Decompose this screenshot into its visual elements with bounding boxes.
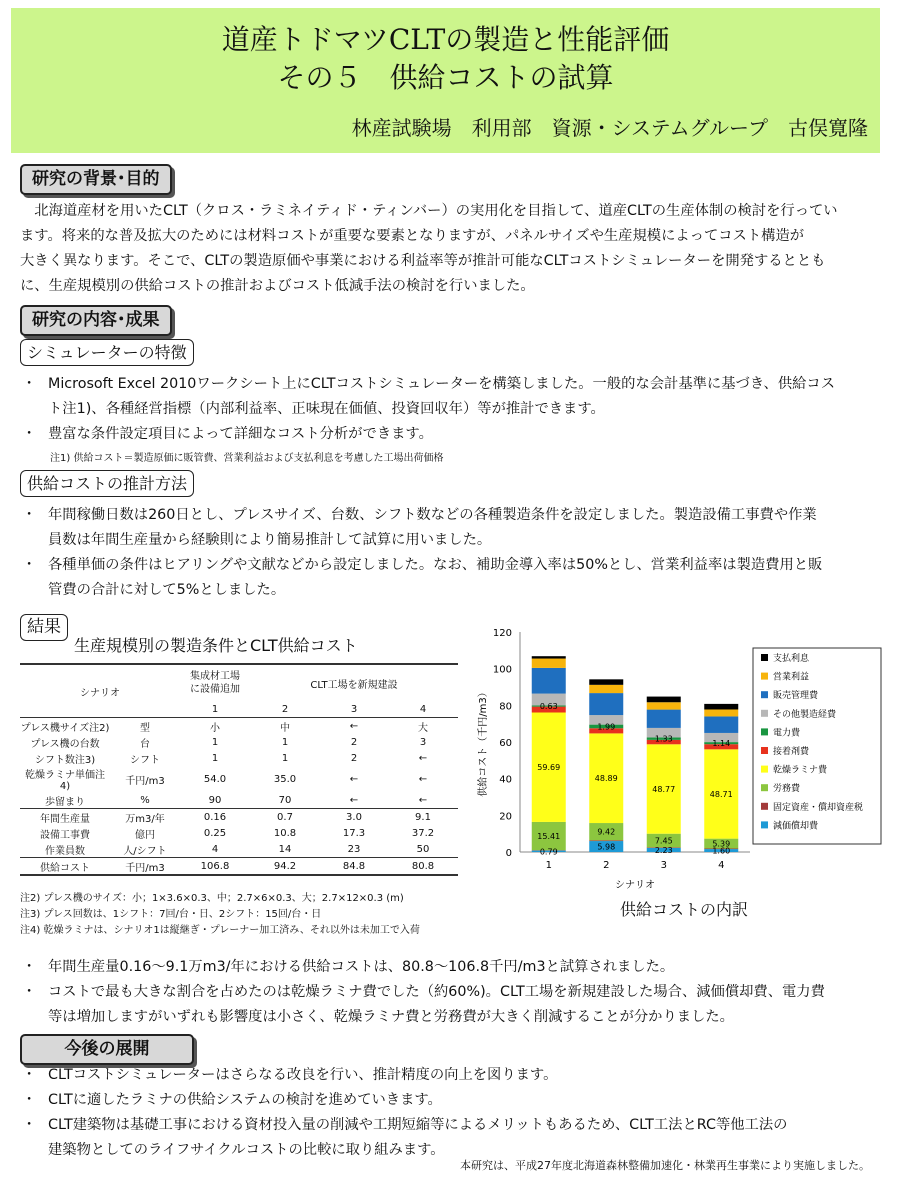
table-row-unit: 千円/m3 xyxy=(125,862,165,874)
table-cell: 小 xyxy=(210,722,220,734)
legend-label: 販売管理費 xyxy=(773,691,819,702)
legend-label: 接着剤費 xyxy=(773,747,810,757)
table-cell: ← xyxy=(418,773,428,785)
data-label: 1.14 xyxy=(712,739,731,749)
bar-segment xyxy=(589,840,623,841)
table-cell: 35.0 xyxy=(273,773,297,785)
table-cell: 14 xyxy=(278,843,292,855)
y-tick-label: 100 xyxy=(492,664,512,676)
data-label: 48.77 xyxy=(652,784,676,794)
table-row-label: シフト数注3) xyxy=(34,754,96,766)
background-line: 大きく異なります。そこで、CLTの製造原価や事業における利益率等が推計可能なCLTコストシミュレーターを開発するととも xyxy=(20,253,826,269)
table-note: 注3) プレス回数は、1シフト：7回/台・日、2シフト：15回/台・日 xyxy=(20,909,322,920)
table-row xyxy=(20,858,458,875)
table-cell: ← xyxy=(349,773,359,785)
table-note: 注4) 乾燥ラミナは、シナリオ1は縦継ぎ・プレーナー加工済み、それ以外は未加工で入荷 xyxy=(20,925,420,936)
table-cell: 10.8 xyxy=(273,827,297,839)
future-bullet-2: CLTに適したラミナの供給システムの検討を進めていきます。 xyxy=(48,1092,442,1108)
table-cell: 3.0 xyxy=(346,811,362,823)
future-heading: 今後の展開 xyxy=(20,1034,194,1065)
data-label: 7.45 xyxy=(654,836,673,846)
y-tick-label: 40 xyxy=(499,774,512,786)
table-cell: 1 xyxy=(211,752,219,764)
method-bullet-1-line-2: 員数は年間生産量から経験則により簡易推計して試算に用いました。 xyxy=(48,532,492,548)
table-header-existing: 集成材工場 に設備追加 xyxy=(190,671,240,695)
legend-label: 電力費 xyxy=(773,728,801,739)
data-label: 15.41 xyxy=(537,832,561,842)
legend-swatch xyxy=(761,728,768,735)
table-row-label: 歩留まり xyxy=(45,796,85,808)
data-label: 59.69 xyxy=(537,763,561,773)
y-axis-label: 供給コスト（千円/m3） xyxy=(478,687,489,797)
table-cell: ← xyxy=(349,720,359,732)
y-tick-label: 120 xyxy=(492,628,512,639)
bar-segment xyxy=(704,709,738,716)
bar-segment xyxy=(589,685,623,693)
results-bullet-1: 年間生産量0.16〜9.1万m3/年における供給コストは、80.8〜106.8千円/m3と試算されました。 xyxy=(48,959,675,975)
table-row-label: 供給コスト xyxy=(40,862,90,874)
table-cell: 9.1 xyxy=(415,811,431,823)
table-row xyxy=(20,750,458,766)
table-cell: 80.8 xyxy=(411,860,435,872)
method-bullets: ・ 年間稼働日数は260日とし、プレスサイズ、台数、シフト数などの各種製造条件を設定しました。製造設備工事費や作業 員数は年間生産量から経験則により簡易推計して試算に用いました。 ・ 各種単価の条件はヒアリングや文献などから設定しました。なお、補助金導入率は50%とし、営業利益率は製造費用と販 管費の合計に対して5%としました。 xyxy=(22,503,892,603)
table-cell: 37.2 xyxy=(411,827,435,839)
simulator-bullet-2: 豊富な条件設定項目によって詳細なコスト分析ができます。 xyxy=(48,426,433,442)
table-row xyxy=(20,841,458,858)
background-line: ます。将来的な普及拡大のためには材料コストが重要な要素となりますが、パネルサイズや生産規模によってコスト構造が xyxy=(20,228,805,244)
y-tick-label: 60 xyxy=(499,738,512,749)
table-scenario-num: 2 xyxy=(281,703,289,715)
future-bullet-3-line-2: 建築物としてのライフサイクルコストの比較に取り組みます。 xyxy=(48,1142,445,1158)
table-cell: 1 xyxy=(211,736,219,748)
data-label: 0.63 xyxy=(539,702,558,712)
bar-segment xyxy=(647,702,681,709)
bar-segment xyxy=(589,693,623,715)
x-axis-label: シナリオ xyxy=(615,880,655,891)
table-cell: 1 xyxy=(281,752,289,764)
future-bullet-1: CLTコストシミュレーターはさらなる改良を行い、推計精度の向上を図ります。 xyxy=(48,1067,558,1083)
content-heading: 研究の内容･成果 xyxy=(20,305,172,336)
legend-label: 減価償却費 xyxy=(773,821,819,832)
legend-swatch xyxy=(761,747,768,754)
legend-swatch xyxy=(761,803,768,810)
table-cell: ← xyxy=(418,752,428,764)
legend-swatch xyxy=(761,821,768,828)
bar-segment xyxy=(589,679,623,685)
table-row-label: 設備工事費 xyxy=(40,829,90,841)
simulator-bullets: ・ Microsoft Excel 2010ワークシート上にCLTコストシミュレーターを構築しました。一般的な会計基準に基づき、供給コス ト注1)、各種経営指標（内部利益率、正味現在価値、投資回収年）等が推計できます。 ・ 豊富な条件設定項目によって詳細なコスト分析ができます。 xyxy=(22,372,892,447)
legend-swatch xyxy=(761,766,768,773)
table-row-label: 年間生産量 xyxy=(40,813,90,825)
data-label: 5.98 xyxy=(597,842,616,852)
bar-segment xyxy=(704,704,738,710)
background-heading: 研究の背景･目的 xyxy=(20,164,172,195)
table-notes xyxy=(20,891,420,939)
table-row-unit: 億円 xyxy=(135,829,155,841)
author-line: 林産試験場 利用部 資源・システムグループ 古俣寛隆 xyxy=(351,116,868,140)
legend-label: その他製造経費 xyxy=(773,709,837,720)
bar-segment xyxy=(704,716,738,733)
legend-swatch xyxy=(761,691,768,698)
table-cell: 2 xyxy=(350,752,358,764)
table-row-unit: 人/シフト xyxy=(123,845,167,857)
legend-swatch xyxy=(761,654,768,661)
table-cell: 23 xyxy=(347,843,361,855)
data-label: 48.71 xyxy=(709,789,733,799)
background-line: に、生産規模別の供給コストの推計およびコスト低減手法の検討を行いました。 xyxy=(20,278,535,294)
results-bullets: ・ 年間生産量0.16〜9.1万m3/年における供給コストは、80.8〜106.8千円/m3と試算されました。 ・ コストで最も大きな割合を占めたのは乾燥ラミナ費でした（約60%)。CLT工場を新規建設した場合、減価償却費、電力費 等は増加しますがいずれも影響度は小さく、乾燥ラミナ費と労務費が大きく削減することが分かりました。 xyxy=(22,955,892,1030)
table-row xyxy=(20,718,458,735)
table-row-unit: シフト xyxy=(130,754,160,766)
x-tick-label: 4 xyxy=(718,860,725,871)
title-line-2: その５ 供給コストの試算 xyxy=(277,61,614,94)
results-heading: 結果 xyxy=(20,614,68,641)
table-row-unit: 型 xyxy=(140,722,150,734)
table-cell: 1 xyxy=(281,736,289,748)
bar-segment xyxy=(532,668,566,694)
table-row-label: プレス機の台数 xyxy=(30,738,100,750)
table-row-unit: 千円/m3 xyxy=(125,775,165,787)
legend-label: 乾燥ラミナ費 xyxy=(773,765,828,776)
legend-label: 労務費 xyxy=(773,784,801,795)
table-cell: 106.8 xyxy=(200,860,230,872)
data-label: 5.39 xyxy=(712,839,731,849)
data-label: 1.99 xyxy=(597,722,616,732)
legend-label: 支払利息 xyxy=(773,654,810,664)
table-cell: ← xyxy=(349,794,359,806)
table-row xyxy=(20,734,458,750)
results-table xyxy=(20,665,458,874)
table-cell: 大 xyxy=(418,722,428,734)
table-row xyxy=(20,792,458,809)
table-cell: 4 xyxy=(211,843,219,855)
table-header-new: CLT工場を新規建設 xyxy=(310,679,398,691)
table-row-unit: 台 xyxy=(140,738,150,750)
supply-cost-chart xyxy=(470,620,890,920)
data-label: 9.42 xyxy=(597,827,616,837)
method-heading: 供給コストの推計方法 xyxy=(20,470,194,497)
simulator-bullet-1-line-2: ト注1)、各種経営指標（内部利益率、正味現在価値、投資回収年）等が推計できます。 xyxy=(48,401,605,417)
table-cell: 2 xyxy=(350,736,358,748)
method-bullet-2-line-2: 管費の合計に対して5%としました。 xyxy=(48,582,286,598)
x-tick-label: 2 xyxy=(603,860,610,871)
table-title: 生産規模別の製造条件とCLT供給コスト xyxy=(74,636,358,655)
bar-segment xyxy=(647,697,681,703)
simulator-note: 注1) 供給コスト＝製造原価に販管費、営業利益および支払利息を考慮した工場出荷価格 xyxy=(50,453,444,464)
simulator-heading: シミュレーターの特徴 xyxy=(20,339,194,366)
x-tick-label: 1 xyxy=(545,860,552,871)
table-row-unit: 万m3/年 xyxy=(125,813,165,825)
table-cell: 0.25 xyxy=(203,827,227,839)
table-cell: 50 xyxy=(416,843,430,855)
method-bullet-2-line-1: 各種単価の条件はヒアリングや文献などから設定しました。なお、補助金導入率は50%とし、営業利益率は製造費用と販 xyxy=(48,557,823,573)
bar-segment xyxy=(647,710,681,728)
bar-segment xyxy=(532,656,566,658)
table-row-label: 乾燥ラミナ単価注4) xyxy=(25,770,105,792)
table-row xyxy=(20,766,458,792)
data-label: 1.33 xyxy=(654,734,673,744)
table-cell: 0.7 xyxy=(277,811,293,823)
table-cell: 54.0 xyxy=(203,773,227,785)
future-bullet-3-line-1: CLT建築物は基礎工事における資材投入量の削減や工期短縮等によるメリットもあるため、CLT工法とRC等他工法の xyxy=(48,1117,788,1133)
simulator-bullet-1-line-1: Microsoft Excel 2010ワークシート上にCLTコストシミュレーターを構築しました。一般的な会計基準に基づき、供給コス xyxy=(48,376,836,392)
table-cell: 中 xyxy=(280,722,290,734)
bar-segment xyxy=(532,659,566,668)
results-bullet-2-line-1: コストで最も大きな割合を占めたのは乾燥ラミナ費でした（約60%)。CLT工場を新規建設した場合、減価償却費、電力費 xyxy=(48,984,825,1000)
results-bullet-2-line-2: 等は増加しますがいずれも影響度は小さく、乾燥ラミナ費と労務費が大きく削減することが分かりました。 xyxy=(48,1009,734,1025)
legend-swatch xyxy=(761,710,768,717)
data-label: 2.23 xyxy=(654,845,673,855)
table-cell: 17.3 xyxy=(342,827,366,839)
header-banner xyxy=(11,8,880,153)
table-cell: 0.16 xyxy=(203,811,227,823)
future-bullets: ・ CLTコストシミュレーターはさらなる改良を行い、推計精度の向上を図ります。 ・ CLTに適したラミナの供給システムの検討を進めていきます。 ・ CLT建築物は基礎工事における資材投入量の削減や工期短縮等によるメリットもあるため、CLT工法とRC等他工法の 建築物としてのライフサイクルコストの比較に取り組みます。 xyxy=(22,1063,892,1163)
table-scenario-num: 1 xyxy=(211,703,219,715)
table-note: 注2) プレス機のサイズ：小；1×3.6×0.3、中；2.7×6×0.3、大；2.7×12×0.3 (m) xyxy=(20,893,404,904)
table-cell: 3 xyxy=(419,736,427,748)
table-row xyxy=(20,809,458,826)
background-line: 北海道産材を用いたCLT（クロス・ラミネイティド・ティンバー）の実用化を目指して、道産CLTの生産体制の検討を行ってい xyxy=(20,203,838,219)
table-cell: 94.2 xyxy=(273,860,297,872)
table-row-label: 作業員数 xyxy=(45,845,85,857)
method-bullet-1-line-1: 年間稼働日数は260日とし、プレスサイズ、台数、シフト数などの各種製造条件を設定しました。製造設備工事費や作業 xyxy=(48,507,817,523)
table-row-label: プレス機サイズ注2) xyxy=(20,722,110,734)
y-tick-label: 0 xyxy=(505,848,512,859)
table-row xyxy=(20,825,458,841)
table-scenario-num: 3 xyxy=(350,703,358,715)
table-cell: 90 xyxy=(208,794,222,806)
legend-swatch xyxy=(761,673,768,680)
table-cell: 70 xyxy=(278,794,292,806)
x-tick-label: 3 xyxy=(660,860,667,871)
background-paragraph xyxy=(20,199,890,299)
table-header-scenario: シナリオ xyxy=(80,687,120,699)
legend-label: 固定資産・償却資産税 xyxy=(773,802,864,813)
legend-swatch xyxy=(761,784,768,791)
table-cell: 84.8 xyxy=(342,860,366,872)
y-tick-label: 20 xyxy=(499,811,512,823)
data-label: 1.60 xyxy=(712,846,731,856)
y-tick-label: 80 xyxy=(499,701,512,713)
title-line-1: 道産トドマツCLTの製造と性能評価 xyxy=(221,23,670,56)
results-table-wrap xyxy=(20,663,458,876)
table-scenario-num: 4 xyxy=(419,703,427,715)
data-label: 48.89 xyxy=(594,774,618,784)
legend-label: 営業利益 xyxy=(773,672,810,683)
funding-footnote: 本研究は、平成27年度北海道森林整備加速化・林業再生事業により実施しました。 xyxy=(460,1159,870,1172)
table-cell: ← xyxy=(418,794,428,806)
data-label: 0.79 xyxy=(539,847,558,857)
table-row-unit: % xyxy=(140,794,150,806)
chart-caption: 供給コストの内訳 xyxy=(620,900,749,919)
